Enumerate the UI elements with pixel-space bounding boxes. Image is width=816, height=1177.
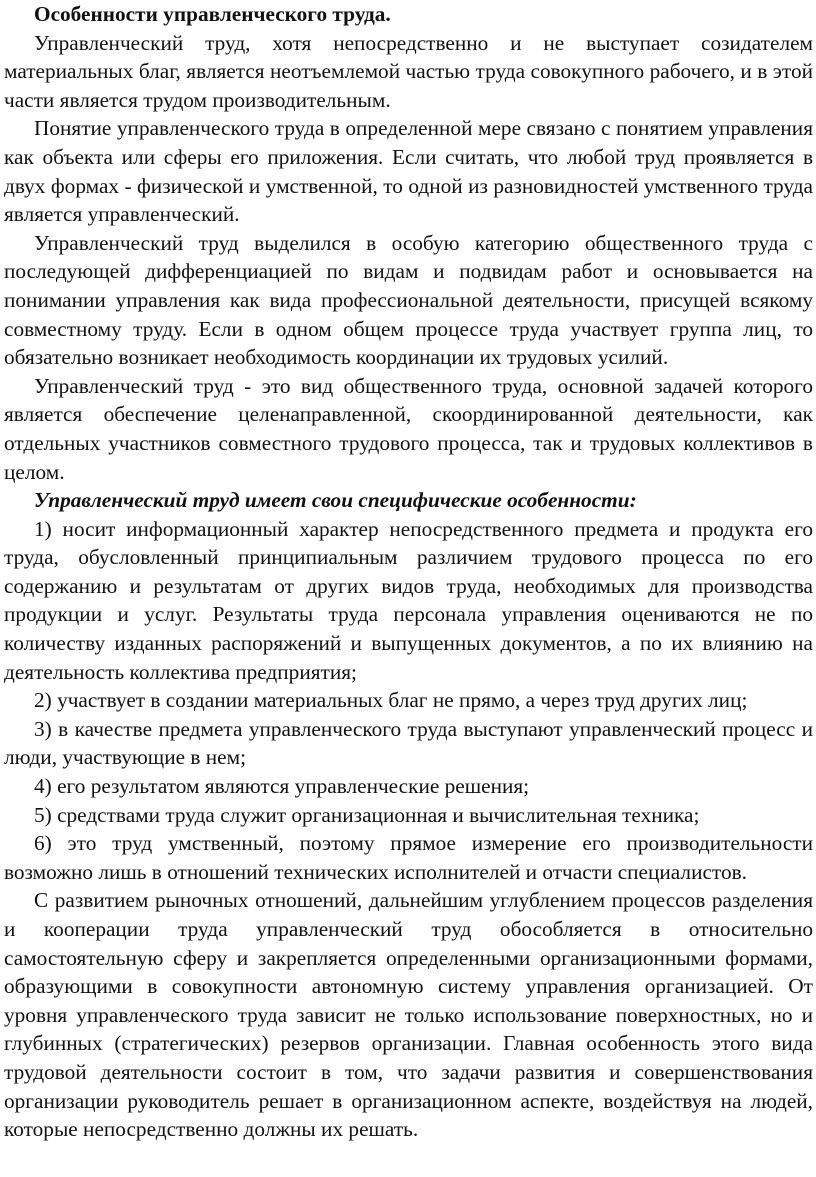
paragraph-definition: Управленческий труд - это вид общественного труда, основной задачей которого является обеспечение целенаправленной, скоординированной деятельности, как отдельных участников совместного трудового процесса, так и трудовых коллективов в целом. — [4, 373, 813, 484]
feature-item-6: 6) это труд умственный, поэтому прямое измерение его производительности возможно лишь в отношений технических исполнителей и отчасти специалистов. — [4, 831, 813, 884]
feature-item-2: 2) участвует в создании материальных благ не прямо, а через труд других лиц; — [34, 688, 748, 713]
paragraph-concept: Понятие управленческого труда в определенной мере связано с понятием управления как объекта или сферы его приложения. Если считать, что любой труд проявляется в двух формах - физической и умственной, то одной из разновидностей умственного труда является управленческий. — [4, 116, 813, 227]
features-heading: Управленческий труд имеет свои специфические особенности: — [34, 488, 637, 513]
document-title: Особенности управленческого труда. — [34, 2, 391, 26]
paragraph-category: Управленческий труд выделился в особую категорию общественного труда с последующей дифференциацией по видам и подвидам работ и основывается на понимании управления как вида профессиональной деятельности, присущей всякому совместному труду. Если в одном общем процессе труда участвует группа лиц, то обязательно возникает необходимость координации их трудовых усилий. — [4, 230, 813, 370]
feature-item-4: 4) его результатом являются управленческие решения; — [34, 774, 530, 799]
paragraph-conclusion: С развитием рыночных отношений, дальнейшим углублением процессов разделения и кооперации труда управленческий труд обособляется в относительно самостоятельную сферу и закрепляется определенными организационными формами, образующими в совокупности автономную систему управления организацией. От уровня управленческого труда зависит не только использование поверхностных, но и глубинных (стратегических) резервов организации. Главная особенность этого вида трудовой деятельности состоит в том, что задачи развития и совершенствования организации руководитель решает в организационном аспекте, воздействуя на людей, которые непосредственно должны их решать. — [4, 888, 813, 1142]
feature-item-1: 1) носит информационный характер непосредственного предмета и продукта его труда, обусловленный принципиальным различием трудового процесса по его содержанию и результатам от других видов труда, необходимых для производства продукции и услуг. Результаты труда персонала управления оцениваются не по количеству изданных распоряжений и выпущенных документов, а по их влиянию на деятельность коллектива предприятия; — [4, 516, 813, 684]
paragraph-intro: Управленческий труд, хотя непосредственно и не выступает созидателем материальных благ, является неотъемлемой частью труда совокупного рабочего, и в этой части является трудом производительным. — [4, 30, 813, 112]
feature-item-3: 3) в качестве предмета управленческого труда выступают управленческий процесс и люди, участвующие в нем; — [4, 716, 813, 770]
feature-item-5: 5) средствами труда служит организационная и вычислительная техника; — [34, 802, 700, 827]
